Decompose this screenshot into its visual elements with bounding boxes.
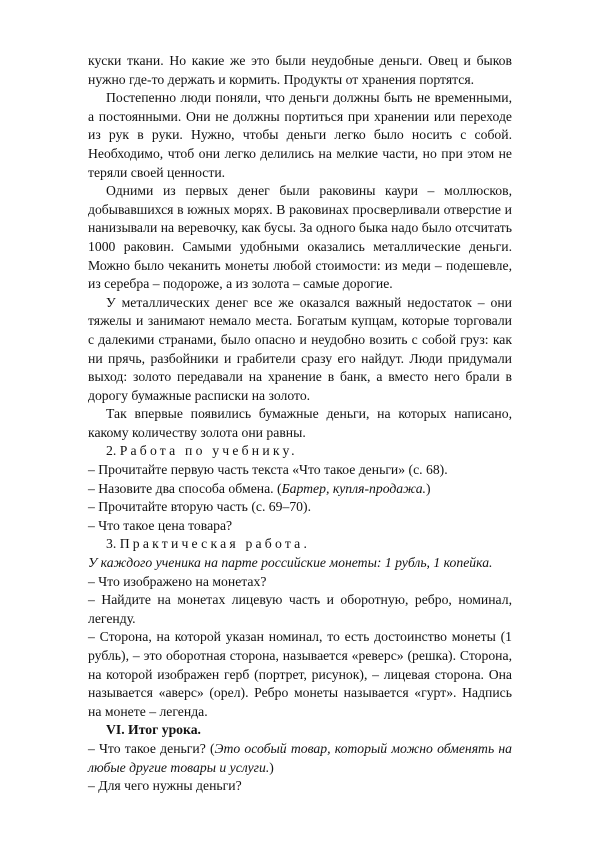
section-6-question-1 — [88, 740, 512, 777]
section-2-question-4: – Что такое цена товара? — [88, 517, 233, 533]
section-3-number: 3. — [106, 536, 117, 552]
section-6-question-1-answer: Это особый товар, который можно обменять на любые другие товары и услуги. — [88, 740, 512, 775]
paragraph-paper-money: Так впервые появились бумажные деньги, на которых написано, какому количеству золота они равны. — [88, 406, 512, 440]
section-6-question-1-lead: – Что такое деньги? ( — [88, 740, 215, 756]
question-2-answer: Бартер, купля-продажа. — [281, 480, 426, 496]
section-2-title: Работа по учебнику. — [119, 443, 298, 459]
paragraph-goods-problems: куски ткани. Но какие же это были неудобные деньги. Овец и быков нужно где-то держать и кормить. Продукты от хранения портятся. — [88, 53, 512, 87]
section-6-heading: VI. Итог урока. — [106, 722, 201, 738]
section-3-heading — [88, 535, 512, 554]
section-3-answer: – Сторона, на которой указан номинал, то есть достоинство монеты (1 рубль), – это оборотная сторона, называется «реверс» (решка). Сторона, на которой изображен герб (портрет, рисунок), – лицевая сторона. Она называется «аверс» (орел). Ребро монеты называется «гурт». Надпись на монете – легенда. — [88, 629, 512, 719]
question-2-tail: ) — [425, 480, 431, 496]
section-6-question-1-tail: ) — [269, 759, 274, 775]
paragraph-permanent-money: Постепенно люди поняли, что деньги должны быть не временными, а постоянными. Они не должны портиться при хранении или переходе из рук в руки. Нужно, чтобы деньги легко было носить с собой. Необходимо, чтоб они легко делились на мелкие части, но при этом не теряли своей ценности. — [88, 90, 512, 180]
paragraph-metal-drawbacks: У металлических денег все же оказался важный недостаток – они тяжелы и занимают немало места. Богатым купцам, которые торговали с далекими странами, было опасно и неудобно возить с собой груз: как ни прячь, разбойники и грабители сразу его найдут. Люди придумали выход: золото передавали на хранение в банк, а вместо него брали в дорогу бумажные расписки на золото. — [88, 294, 512, 403]
section-2-heading — [88, 442, 512, 461]
section-2-question-1: – Прочитайте первую часть текста «Что такое деньги» (с. 68). — [88, 462, 448, 478]
section-3-title: Практическая работа. — [119, 536, 311, 552]
section-3-intro: У каждого ученика на парте российские монеты: 1 рубль, 1 копейка. — [88, 555, 493, 571]
question-2-lead: – Назовите два способа обмена. ( — [88, 480, 282, 496]
section-2-number: 2. — [106, 443, 117, 459]
section-3-question-2: – Найдите на монетах лицевую часть и оборотную, ребро, номинал, легенду. — [88, 592, 512, 626]
document-page — [88, 52, 512, 796]
paragraph-cowrie-and-metal: Одними из первых денег были раковины каури – моллюсков, добывавшихся в южных морях. В раковинах просверливали отверстие и нанизывали на веревочку, как бусы. За одного быка надо было отсчитать 1000 раковин. Самыми удобными оказались металлические деньги. Можно было чеканить монеты любой стоимости: из меди – подешевле, из серебра – подороже, а из золота – самые дорогие. — [88, 183, 512, 292]
section-6-question-2: – Для чего нужны деньги? — [88, 778, 242, 794]
section-2-question-3: – Прочитайте вторую часть (с. 69–70). — [88, 499, 311, 515]
section-2-question-2 — [88, 480, 512, 499]
section-3-question-1: – Что изображено на монетах? — [88, 573, 267, 589]
